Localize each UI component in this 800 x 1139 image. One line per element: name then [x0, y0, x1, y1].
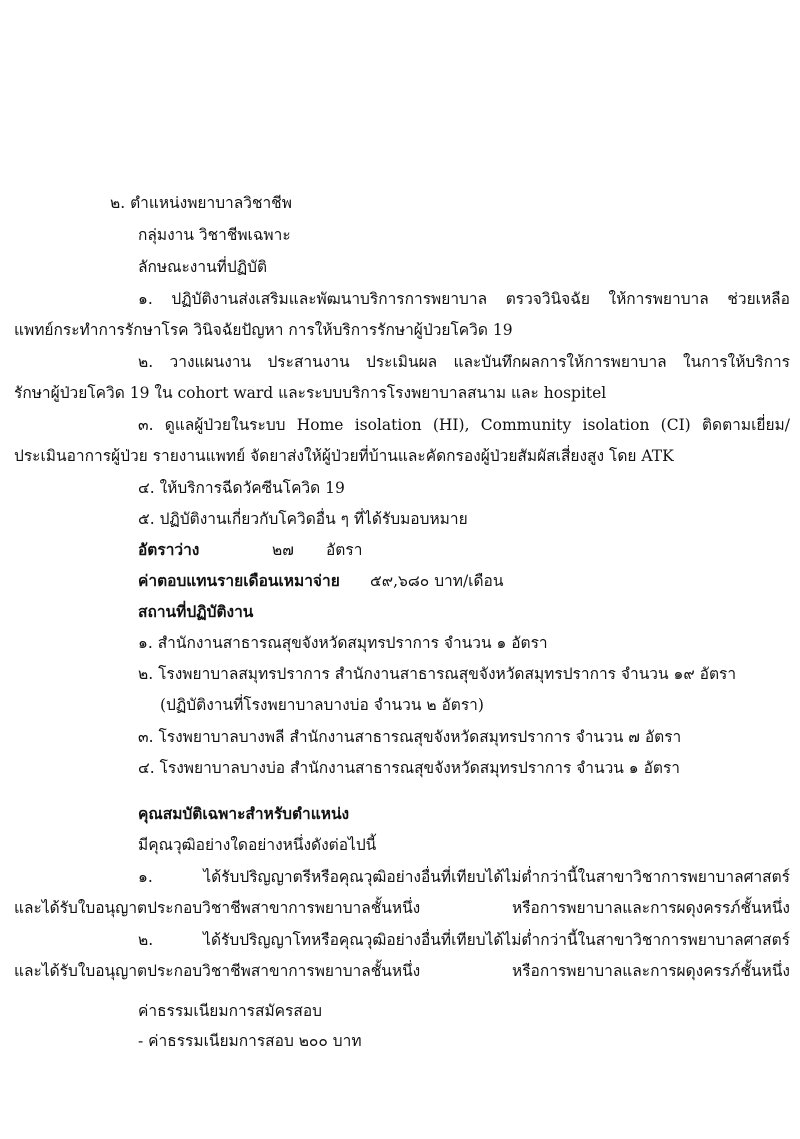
fee-item: - ค่าธรรมเนียมการสอบ ๒๐๐ บาท — [138, 1032, 362, 1050]
fee-heading: ค่าธรรมเนียมการสมัครสอบ — [138, 1002, 322, 1020]
duty-5: ๕. ปฏิบัติงานเกี่ยวกับโควิดอื่น ๆ ที่ได้รับมอบหมาย — [138, 510, 468, 528]
qualification-intro: มีคุณวุฒิอย่างใดอย่างหนึ่งดังต่อไปนี้ — [138, 836, 377, 854]
salary-label: ค่าตอบแทนรายเดือนเหมาจ่าย — [138, 571, 340, 590]
workplace-1: ๑. สำนักงานสาธารณสุขจังหวัดสมุทรปราการ จำนวน ๑ อัตรา — [138, 634, 548, 652]
work-group: กลุ่มงาน วิชาชีพเฉพาะ — [138, 226, 291, 244]
duty-1-line2: แพทย์กระทำการรักษาโรค วินิจฉัยปัญหา การให้บริการรักษาผู้ป่วยโควิด 19 — [14, 321, 513, 339]
duty-2-line2: รักษาผู้ป่วยโควิด 19 ใน cohort ward และระบบบริการโรงพยาบาลสนาม และ hospitel — [14, 384, 607, 402]
workplace-4: ๔. โรงพยาบาลบางบ่อ สำนักงานสาธารณสุขจังหวัดสมุทรปราการ จำนวน ๑ อัตรา — [138, 759, 680, 777]
duty-2-line1: ๒. วางแผนงาน ประสานงาน ประเมินผล และบันทึกผลการให้การพยาบาล ในการให้บริการ — [138, 353, 790, 371]
vacancy-unit: อัตรา — [326, 541, 363, 559]
duty-1-line1: ๑. ปฏิบัติงานส่งเสริมและพัฒนาบริการการพยาบาล ตรวจวินิจฉัย ให้การพยาบาล ช่วยเหลือ — [138, 290, 790, 308]
duty-3-line1: ๓. ดูแลผู้ป่วยในระบบ Home isolation (HI), Community isolation (CI) ติดตามเยี่ยม/ — [138, 416, 790, 434]
workplace-3: ๓. โรงพยาบาลบางพลี สำนักงานสาธารณสุขจังหวัดสมุทรปราการ จำนวน ๗ อัตรา — [138, 728, 682, 746]
qualification-heading: คุณสมบัติเฉพาะสำหรับตำแหน่ง — [138, 804, 350, 823]
qualification-1-line2: และได้รับใบอนุญาตประกอบวิชาชีพสาขาการพยาบาลชั้นหนึ่ง หรือการพยาบาลและการผดุงครรภ์ชั้นหนึ่ง — [14, 899, 790, 917]
qualification-2-line2: และได้รับใบอนุญาตประกอบวิชาชีพสาขาการพยาบาลชั้นหนึ่ง หรือการพยาบาลและการผดุงครรภ์ชั้นหนึ่ง — [14, 962, 790, 980]
vacancy-label: อัตราว่าง — [138, 540, 200, 559]
duty-3-line2: ประเมินอาการผู้ป่วย รายงานแพทย์ จัดยาส่งให้ผู้ป่วยที่บ้านและคัดกรองผู้ป่วยสัมผัสเสี่ยงสูง โดย ATK — [14, 447, 674, 465]
qualification-2-line1: ๒. ได้รับปริญญาโทหรือคุณวุฒิอย่างอื่นที่เทียบได้ไม่ต่ำกว่านี้ในสาขาวิชาการพยาบาลศาสตร์ — [138, 931, 790, 949]
duties-heading: ลักษณะงานที่ปฏิบัติ — [138, 258, 268, 276]
salary-value: ๕๙,๖๘๐ บาท/เดือน — [370, 572, 504, 590]
workplace-2: ๒. โรงพยาบาลสมุทรปราการ สำนักงานสาธารณสุขจังหวัดสมุทรปราการ จำนวน ๑๙ อัตรา — [138, 665, 737, 683]
qualification-1-line1: ๑. ได้รับปริญญาตรีหรือคุณวุฒิอย่างอื่นที่เทียบได้ไม่ต่ำกว่านี้ในสาขาวิชาการพยาบาลศาสตร์ — [138, 868, 790, 886]
page-number — [0, 101, 800, 123]
workplace-2-note: (ปฏิบัติงานที่โรงพยาบาลบางบ่อ จำนวน ๒ อัตรา) — [160, 696, 484, 714]
position-heading: ๒. ตำแหน่งพยาบาลวิชาชีพ — [110, 194, 292, 212]
duty-4: ๔. ให้บริการฉีดวัคซีนโควิด 19 — [138, 479, 345, 497]
workplace-heading: สถานที่ปฏิบัติงาน — [138, 602, 254, 621]
vacancy-value: ๒๗ — [272, 541, 294, 559]
